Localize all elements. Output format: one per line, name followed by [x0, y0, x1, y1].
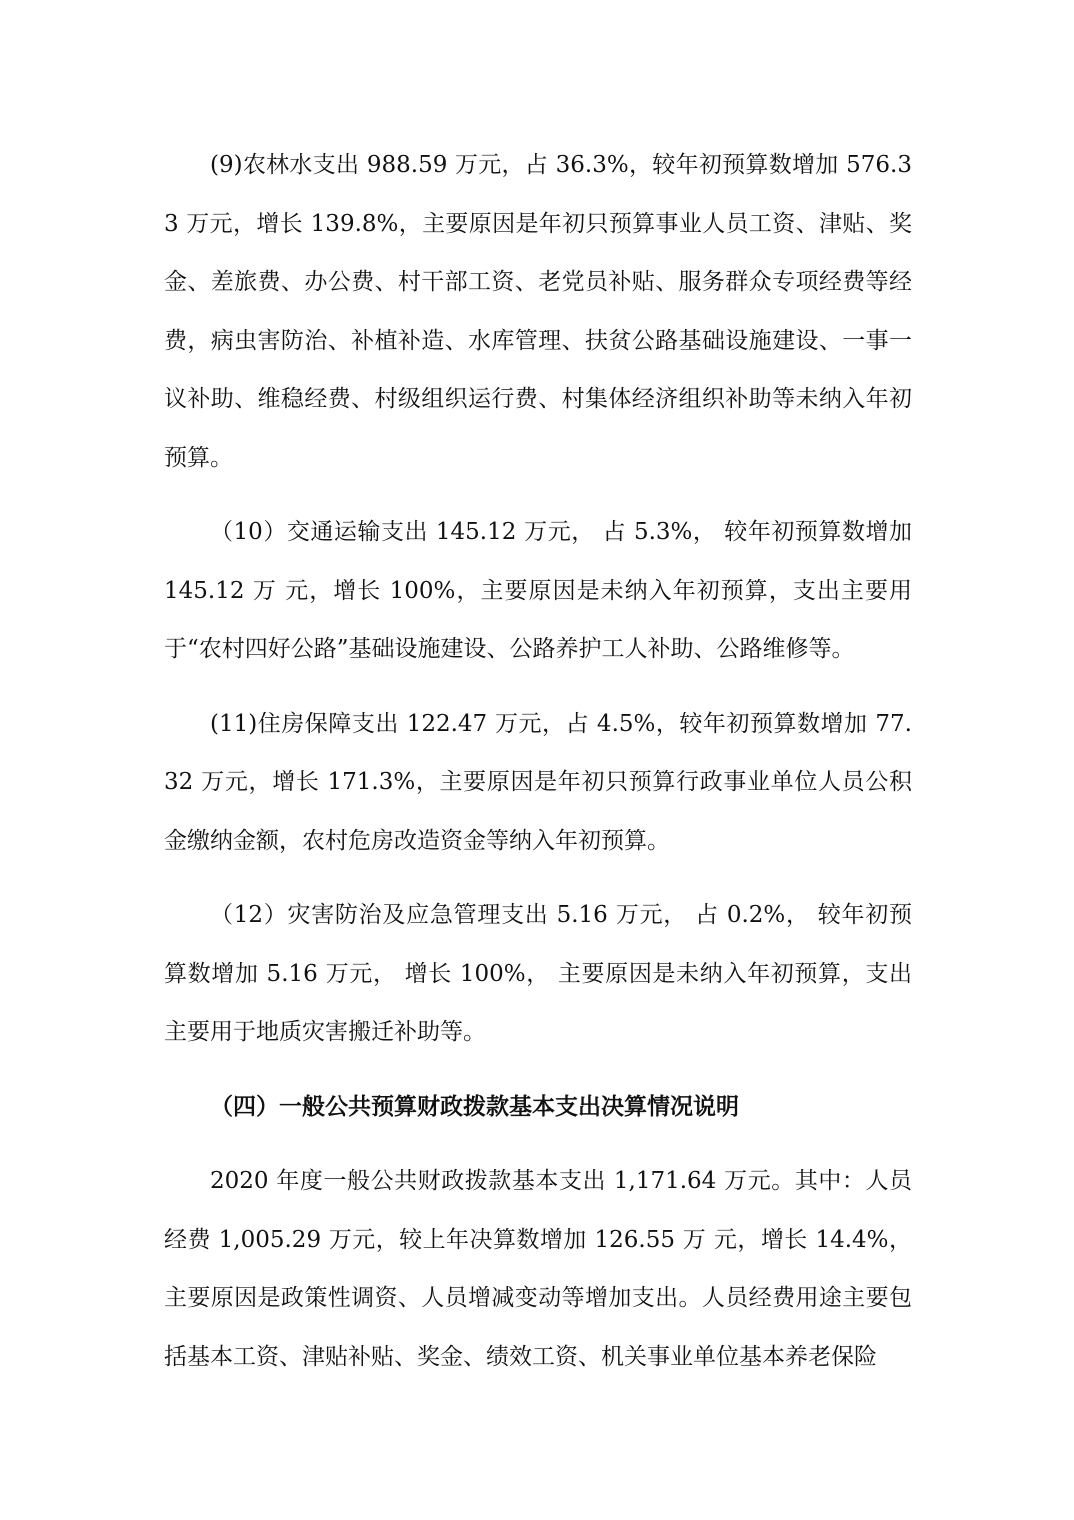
document-page [164, 136, 912, 1386]
paragraph-gap [164, 1062, 912, 1078]
paragraph-housing-security: (11)住房保障支出 122.47 万元，占 4.5%，较年初预算数增加 77.32 万元，增长 171.3%，主要原因是年初只预算行政事业单位人员公积金缴纳金额，农村危房改造资金等纳入年初预算。 [164, 710, 912, 854]
paragraph-gap [164, 1136, 912, 1152]
paragraph-gap [164, 679, 912, 695]
section-heading-basic-expenditure: （四）一般公共预算财政拨款基本支出决算情况说明 [210, 1092, 739, 1120]
paragraph-gap [164, 487, 912, 503]
paragraph-agriculture-forestry-water: (9)农林水支出 988.59 万元，占 36.3%，较年初预算数增加 576.33 万元，增长 139.8%，主要原因是年初只预算事业人员工资、津贴、奖金、差旅费、办公费、村干部工资、老党员补贴、服务群众专项经费等经费，病虫害防治、补植补造、水库管理、扶贫公路基础设施建设、一事一议补助、维稳经费、村级组织运行费、村集体经济组织补助等未纳入年初预算。 [164, 152, 912, 471]
paragraph-basic-expenditure: 2020 年度一般公共财政拨款基本支出 1,171.64 万元。其中：人员经费 1,005.29 万元，较上年决算数增加 126.55 万 元，增长 14.4%，主要原因是政策性调资、人员增减变动等增加支出。人员经费用途主要包括基本工资、津贴补贴、奖金、绩效工资、机关事业单位基本养老保险 [164, 1168, 912, 1370]
paragraph-disaster-prevention: （12）灾害防治及应急管理支出 5.16 万元， 占 0.2%， 较年初预算数增加 5.16 万元， 增长 100%， 主要原因是未纳入年初预算，支出主要用于地质灾害搬迁补助等。 [164, 902, 912, 1045]
paragraph-gap [164, 870, 912, 886]
paragraph-transportation: （10）交通运输支出 145.12 万元， 占 5.3%， 较年初预算数增加 145.12 万 元，增长 100%，主要原因是未纳入年初预算，支出主要用于“农村四好公路”基础设施建设、公路养护工人补助、公路维修等。 [164, 519, 912, 662]
